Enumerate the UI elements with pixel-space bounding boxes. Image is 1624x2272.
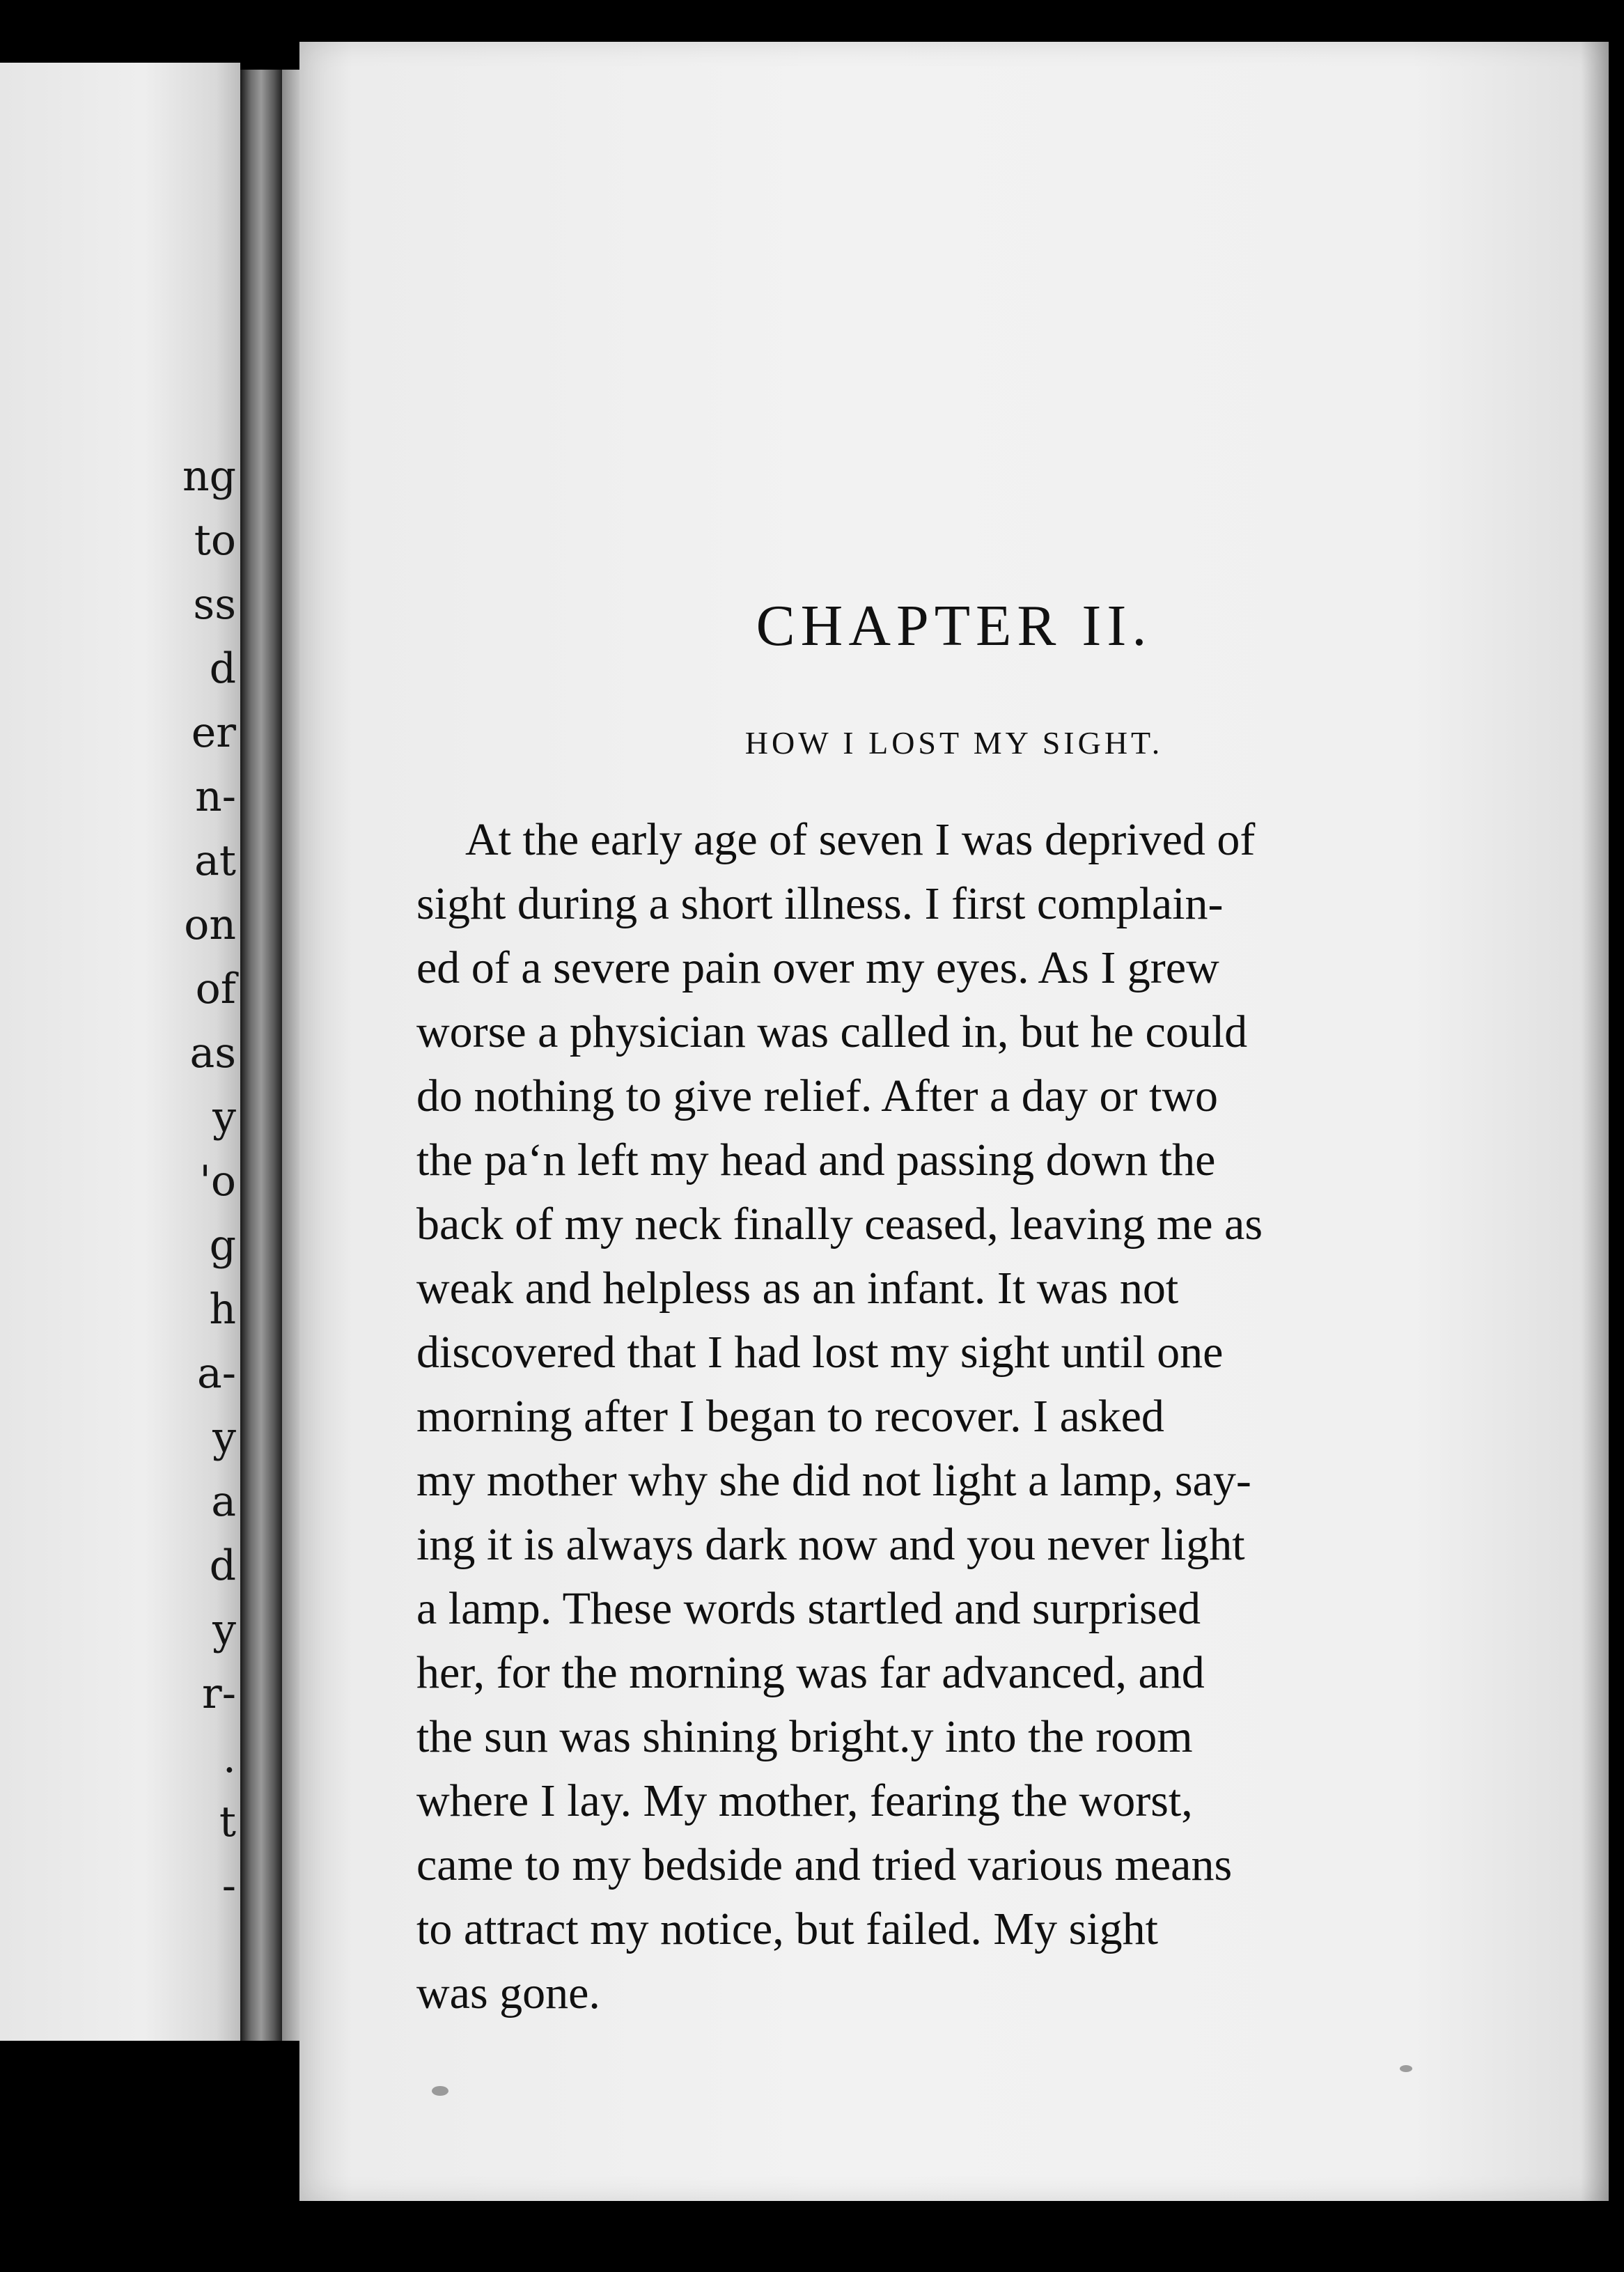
left-line-end: of: [195, 965, 236, 1013]
left-line-end: y: [212, 1093, 236, 1142]
body-line: discovered that I had lost my sight until one: [416, 1327, 1224, 1378]
body-line: where I lay. My mother, fearing the worst,: [416, 1775, 1193, 1826]
body-line: worse a physician was called in, but he could: [416, 1006, 1248, 1057]
left-line-end: on: [184, 901, 236, 949]
body-line: a lamp. These words startled and surprised: [416, 1583, 1201, 1634]
chapter-body: [416, 808, 1624, 2025]
body-line: the sun was shining bright.y into the room: [416, 1711, 1193, 1762]
left-line-end: y: [212, 1605, 236, 1654]
body-line: to attract my notice, but failed. My sight: [416, 1904, 1158, 1954]
left-line-end: er: [191, 708, 236, 757]
left-line-end: -: [221, 1862, 236, 1911]
left-line-end: to: [194, 516, 236, 565]
left-line-end: d: [209, 644, 236, 693]
body-line: her, for the morning was far advanced, and: [416, 1647, 1205, 1698]
left-line-end: at: [194, 837, 236, 885]
left-line-end: r-: [202, 1670, 236, 1718]
body-line: At the early age of seven I was deprived of: [465, 814, 1256, 865]
left-page-line-ends: [182, 444, 236, 1918]
chapter-title: CHAPTER II.: [756, 593, 1153, 658]
body-line: do nothing to give relief. After a day or two: [416, 1071, 1219, 1121]
body-line: ed of a severe pain over my eyes. As I grew: [416, 942, 1219, 993]
body-line: my mother why she did not light a lamp, say-: [416, 1455, 1251, 1506]
left-line-end: h: [209, 1285, 236, 1334]
left-line-end: as: [189, 1029, 236, 1077]
chapter-subtitle: HOW I LOST MY SIGHT.: [744, 725, 1164, 761]
left-line-end: y: [212, 1413, 236, 1462]
left-line-end: a-: [196, 1349, 236, 1398]
body-line: the pa‘n left my head and passing down the: [416, 1135, 1216, 1185]
left-line-end: ss: [193, 580, 236, 629]
body-line: sight during a short illness. I first complain-: [416, 878, 1224, 929]
ink-smudge: [432, 2086, 448, 2096]
body-line: came to my bedside and tried various means: [416, 1839, 1233, 1890]
body-line: ing it is always dark now and you never light: [416, 1519, 1245, 1570]
left-line-end: .: [222, 1734, 236, 1782]
left-line-end: g: [209, 1221, 236, 1270]
body-line: was gone.: [416, 1968, 600, 2018]
body-line: morning after I began to recover. I asked: [416, 1391, 1164, 1442]
left-line-end: d: [209, 1541, 236, 1590]
body-line: weak and helpless as an infant. It was not: [416, 1263, 1179, 1314]
body-line: back of my neck finally ceased, leaving me as: [416, 1199, 1263, 1250]
book-gutter: [240, 70, 282, 2041]
left-line-end: n-: [195, 772, 236, 821]
ink-smudge: [1400, 2065, 1412, 2072]
left-line-end: ng: [182, 452, 236, 501]
left-page: [0, 63, 240, 2041]
left-line-end: a: [211, 1477, 236, 1526]
left-line-end: t: [219, 1798, 236, 1846]
right-page: [299, 42, 1609, 2201]
left-line-end: 'o: [199, 1157, 236, 1206]
